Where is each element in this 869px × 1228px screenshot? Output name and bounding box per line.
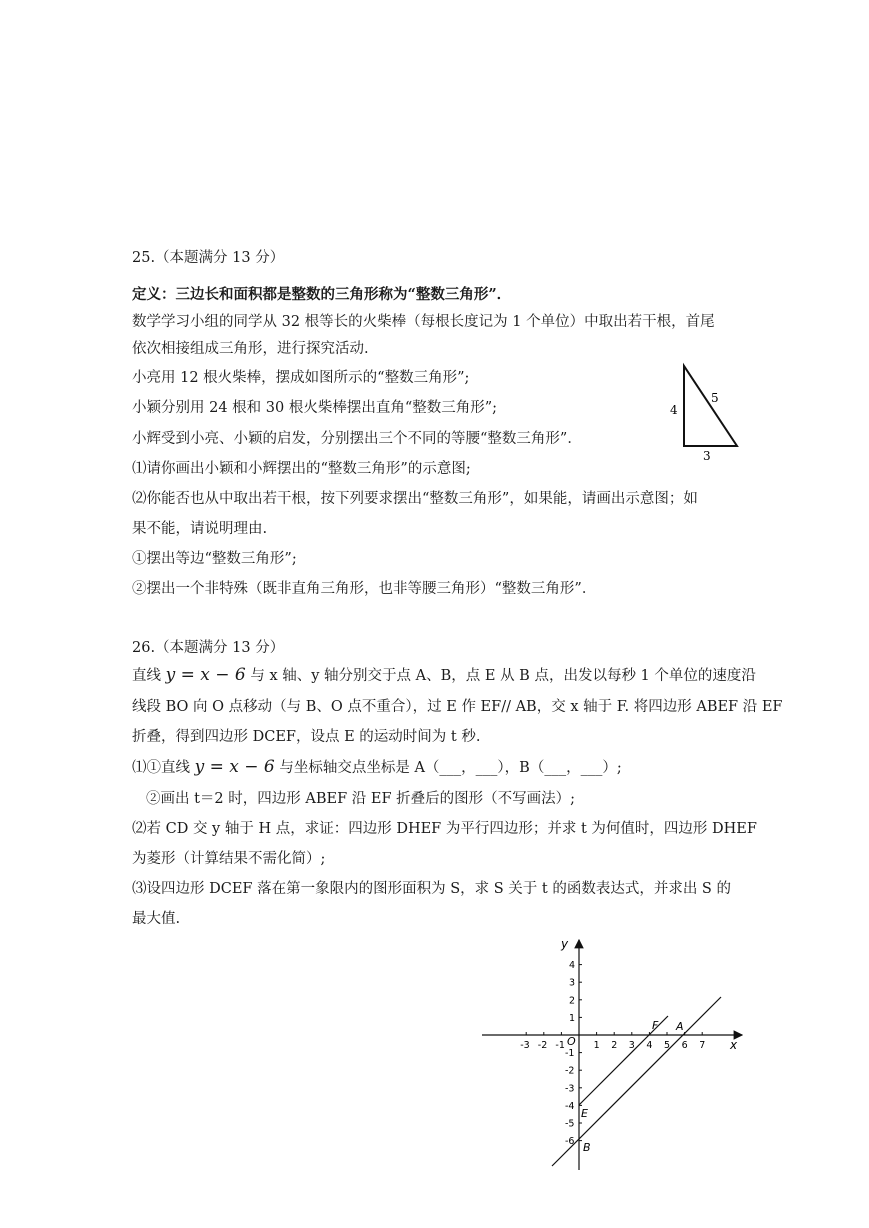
- triangle-side-5: 5: [711, 391, 719, 405]
- q26-q2-line2: 为菱形（计算结果不需化简）;: [132, 851, 326, 867]
- q25-xiaoliang: 小亮用 12 根火柴棒，摆成如图所示的“整数三角形”;: [132, 370, 470, 386]
- point-e-label: E: [581, 1107, 588, 1120]
- y-tick-label: -5: [565, 1118, 575, 1130]
- q26-para-line1: [132, 665, 756, 686]
- q25-sub1: ①摆出等边“整数三角形”;: [132, 551, 297, 567]
- q25-xiaoying: 小颖分别用 24 根和 30 根火柴棒摆出直角“整数三角形”;: [132, 400, 498, 416]
- q26-p1-post: 与 x 轴、y 轴分别交于点 A、B，点 E 从 B 点，出发以每秒 1 个单位的速度沿: [245, 668, 756, 684]
- equation: y = x − 6: [165, 665, 246, 685]
- axis-ticks: [520, 960, 705, 1147]
- y-tick-label: 4: [569, 960, 576, 972]
- y-axis-label: y: [561, 937, 569, 951]
- x-axis-label: x: [730, 1038, 738, 1052]
- q26-para-line2: 线段 BO 向 O 点移动（与 B、O 点不重合），过 E 作 EF// AB，交 x 轴于 F. 将四边形 ABEF 沿 EF: [132, 699, 783, 715]
- x-tick-label: 1: [593, 1040, 600, 1051]
- q26-q2-line1: ⑵若 CD 交 y 轴于 H 点，求证：四边形 DHEF 为平行四边形；并求 t 为何值时，四边形 DHEF: [132, 821, 757, 837]
- q25-definition: 定义：三边长和面积都是整数的三角形称为“整数三角形”．: [132, 286, 512, 303]
- x-tick-label: -2: [537, 1040, 548, 1051]
- y-tick-label: -6: [565, 1136, 575, 1148]
- q26-para-line3: 折叠，得到四边形 DCEF，设点 E 的运动时间为 t 秒.: [132, 729, 481, 745]
- y-tick-label: 1: [569, 1012, 576, 1024]
- point-a-label: A: [676, 1020, 684, 1033]
- q25-part2-line2: 果不能，请说明理由.: [132, 521, 268, 537]
- q25-part2-line1: ⑵你能否也从中取出若干根，按下列要求摆出“整数三角形”，如果能，请画出示意图；如: [132, 491, 698, 507]
- q26-q1-post: 与坐标轴交点坐标是 A（___，___），B（___，___）;: [274, 760, 622, 776]
- triangle-shape: [684, 366, 737, 446]
- q26-q1-pre: ⑴①直线: [132, 760, 195, 776]
- x-tick-label: 4: [646, 1040, 653, 1051]
- equation: y = x − 6: [194, 757, 275, 777]
- x-tick-label: 2: [611, 1040, 618, 1051]
- coordinate-graph: [470, 930, 760, 1175]
- point-b-label: B: [583, 1141, 591, 1154]
- q26-q3-line2: 最大值.: [132, 911, 181, 927]
- y-tick-label: 3: [569, 977, 576, 989]
- x-tick-label: 7: [699, 1040, 706, 1051]
- q26-q1-line2: ②画出 t＝2 时，四边形 ABEF 沿 EF 折叠后的图形（不写画法）;: [146, 791, 576, 807]
- x-tick-label: 6: [681, 1040, 688, 1051]
- y-tick-label: -4: [565, 1100, 575, 1112]
- y-tick-label: -3: [565, 1083, 575, 1095]
- y-tick-label: 2: [569, 995, 576, 1007]
- q25-xiaohui: 小辉受到小亮、小颖的启发，分别摆出三个不同的等腰“整数三角形”．: [132, 431, 582, 447]
- q26-header: 26.（本题满分 13 分）: [132, 640, 285, 656]
- line-ab: [552, 997, 721, 1166]
- q25-sub2: ②摆出一个非特殊（既非直角三角形，也非等腰三角形）“整数三角形”．: [132, 581, 597, 597]
- q25-intro-line2: 依次相接组成三角形，进行探究活动.: [132, 341, 369, 357]
- q25-part1: ⑴请你画出小颖和小辉摆出的“整数三角形”的示意图;: [132, 461, 471, 477]
- q26-q1-line1: [132, 757, 622, 778]
- point-f-label: F: [652, 1019, 659, 1032]
- triangle-side-3: 3: [703, 449, 711, 463]
- q26-q3-line1: ⑶设四边形 DCEF 落在第一象限内的图形面积为 S，求 S 关于 t 的函数表达式，并求出 S 的: [132, 881, 731, 897]
- q26-p1-pre: 直线: [132, 668, 166, 684]
- q25-intro-line1: 数学学习小组的同学从 32 根等长的火柴棒（每根长度记为 1 个单位）中取出若干根，首尾: [132, 314, 715, 330]
- triangle-side-4: 4: [670, 403, 678, 417]
- x-tick-label: 3: [628, 1040, 635, 1051]
- x-tick-label: 5: [664, 1040, 671, 1051]
- y-tick-label: -1: [565, 1048, 575, 1060]
- origin-label: O: [567, 1035, 576, 1048]
- x-tick-label: -1: [555, 1040, 565, 1051]
- right-triangle-figure: [660, 355, 750, 465]
- q25-header: 25.（本题满分 13 分）: [132, 250, 285, 266]
- y-tick-label: -2: [565, 1065, 575, 1077]
- x-tick-label: -3: [520, 1040, 530, 1051]
